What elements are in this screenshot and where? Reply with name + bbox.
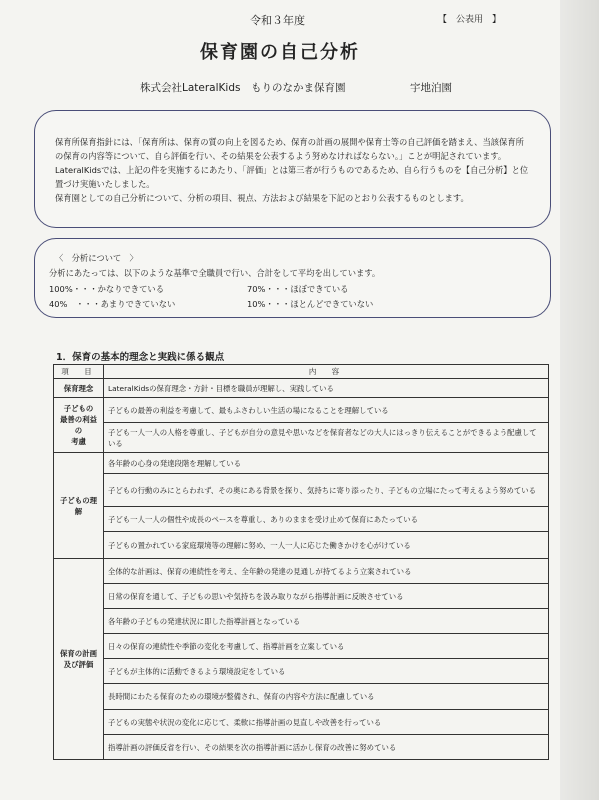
analysis-heading: 〈 分析について 〉: [55, 253, 138, 263]
facility-name: 宇地泊園: [410, 82, 452, 94]
scale-item: 100%・・・かなりできている: [49, 284, 164, 294]
table-row: 子ども一人一人の個性や成長のペースを尊重し、ありのままを受け止めて保育にあたっている: [104, 507, 549, 532]
table-row: 日常の保育を通して、子どもの思いや気持ちを汲み取りながら指導計画に反映させている: [104, 584, 549, 609]
table-row: 指導計画の評価反省を行い、その結果を次の指導計画に活かし保育の改善に努めている: [104, 735, 549, 760]
intro-line: の保育の内容等について、自ら評価を行い、その結果を公表するよう努めなければならない。」ことが明記されています。: [55, 151, 507, 161]
intro-box: [34, 110, 551, 228]
company-name: 株式会社LateralKids もりのなかま保育園: [140, 82, 346, 94]
column-header-content: 内 容: [104, 365, 549, 379]
evaluation-table: [53, 364, 549, 760]
intro-line: 置づけ実施いたしました。: [55, 179, 155, 189]
public-label: 【 公表用 】: [438, 15, 502, 25]
table-row: 日々の保育の連続性や季節の変化を考慮して、指導計画を立案している: [104, 634, 549, 659]
table-row: 全体的な計画は、保育の連続性を考え、全年齢の発達の見通しが持てるよう立案されている: [104, 559, 549, 584]
scale-item: 70%・・・ほぼできている: [247, 284, 349, 294]
table-row: 各年齢の子どもの発達状況に即した指導計画となっている: [104, 609, 549, 634]
table-row: 子どもの行動のみにとらわれず、その奥にある背景を探り、気持ちに寄り添ったり、子どもの立場にたって考えるよう努めている: [104, 474, 549, 507]
fiscal-year: 令和３年度: [250, 14, 305, 27]
category-planning: 保育の計画 及び評価: [54, 559, 104, 760]
intro-line: LateralKidsでは、上記の件を実施するにあたり、「評価」とは第三者が行うものであるため、自ら行うものを【自己分析】と位: [55, 165, 529, 175]
scale-item: 10%・・・ほとんどできていない: [247, 299, 374, 309]
page-edge-shadow: [560, 0, 599, 800]
table-row: 各年齢の心身の発達段階を理解している: [104, 453, 549, 474]
section-heading: 1．保育の基本的理念と実践に係る観点: [56, 352, 225, 363]
table-row: 子ども一人一人の人格を尊重し、子どもが自分の意見や思いなどを保育者などの大人にはっきり伝えることができるよう配慮している: [104, 423, 549, 453]
scale-item: 40% ・・・あまりできていない: [49, 299, 176, 309]
table-row: 長時間にわたる保育のための環境が整備され、保育の内容や方法に配慮している: [104, 684, 549, 710]
intro-line: 保育所保育指針には、「保育所は、保育の質の向上を図るため、保育の計画の展開や保育士等の自己評価を踏まえ、当該保育所: [55, 137, 524, 147]
intro-line: 保育園としての自己分析について、分析の項目、視点、方法および結果を下記のとおり公表するものとします。: [55, 193, 469, 203]
column-header-item: 項 目: [54, 365, 104, 379]
table-row: 子どもの置かれている家庭環境等の理解に努め、一人一人に応じた働きかけを心がけている: [104, 532, 549, 559]
category-best-interest: 子どもの 最善の利益の 考慮: [54, 398, 104, 453]
table-row: LateralKidsの保育理念・方針・目標を職員が理解し、実践している: [104, 379, 549, 398]
analysis-box: [34, 238, 551, 318]
analysis-description: 分析にあたっては、以下のような基準で全職員で行い、合計をして平均を出しています。: [49, 268, 381, 278]
page-title: 保育園の自己分析: [200, 42, 360, 63]
table-row: 子どもの実態や状況の変化に応じて、柔軟に指導計画の見直しや改善を行っている: [104, 710, 549, 735]
category-philosophy: 保育理念: [54, 379, 104, 398]
table-row: 子どもが主体的に活動できるよう環境設定をしている: [104, 659, 549, 684]
table-row: 子どもの最善の利益を考慮して、最もふさわしい生活の場になることを理解している: [104, 398, 549, 423]
category-understanding: 子どもの理解: [54, 453, 104, 559]
